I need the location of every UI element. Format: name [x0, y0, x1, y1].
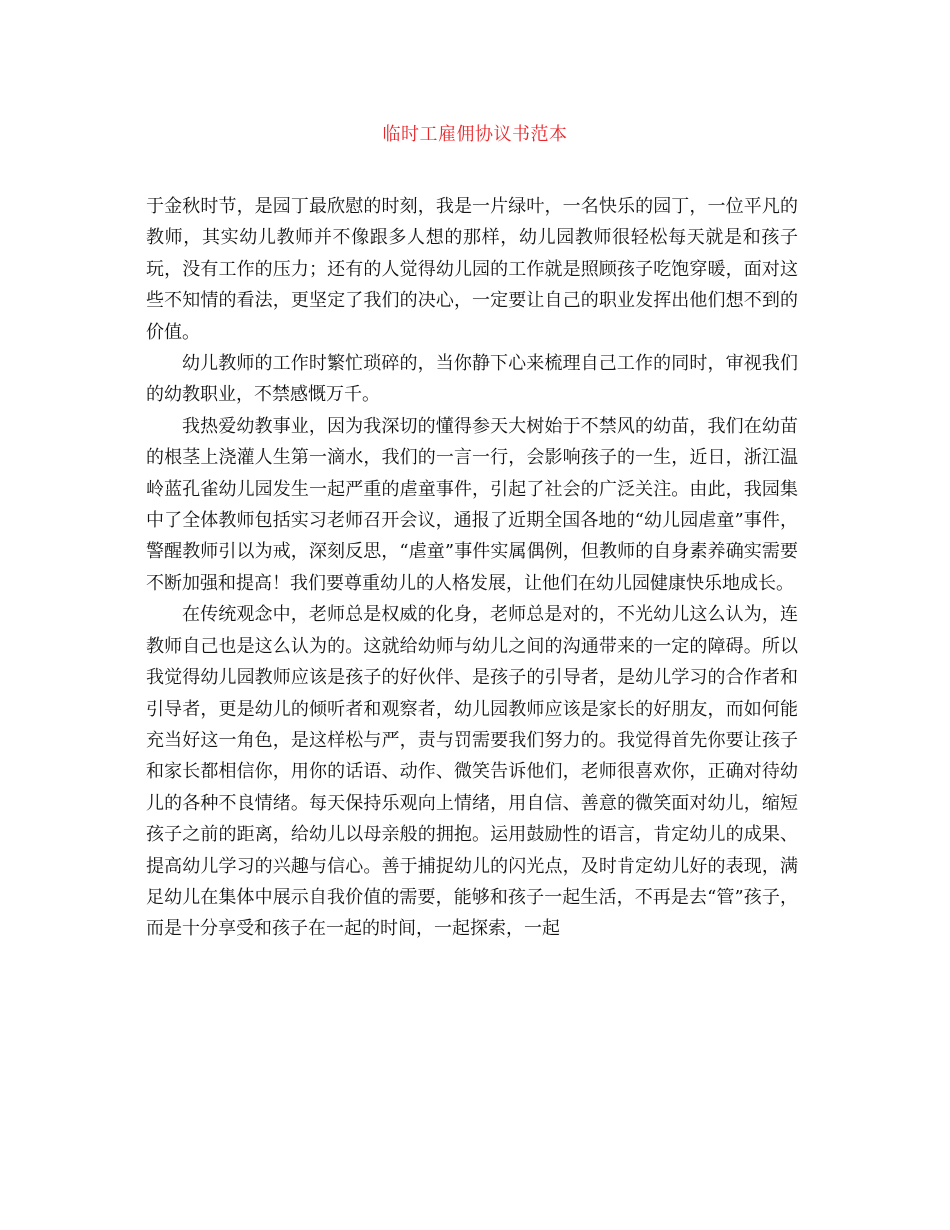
paragraph-4: 在传统观念中，老师总是权威的化身，老师总是对的，不光幼儿这么认为，连教师自己也是这么认为的。这就给幼师与幼儿之间的沟通带来的一定的障碍。所以我觉得幼儿园教师应该是孩子的好伙伴、是孩子的引导者，是幼儿学习的合作者和引导者，更是幼儿的倾听者和观察者，幼儿园教师应该是家长的好朋友，而如何能充当好这一角色，是这样松与严，责与罚需要我们努力的。我觉得首先你要让孩子和家长都相信你，用你的话语、动作、微笑告诉他们，老师很喜欢你，正确对待幼儿的各种不良情绪。每天保持乐观向上情绪，用自信、善意的微笑面对幼儿，缩短孩子之前的距离，给幼儿以母亲般的拥抱。运用鼓励性的语言，肯定幼儿的成果、提高幼儿学习的兴趣与信心。善于捕捉幼儿的闪光点，及时肯定幼儿好的表现，满足幼儿在集体中展示自我价值的需要，能够和孩子一起生活，不再是去“管”孩子，而是十分享受和孩子在一起的时间，一起探索，一起 [146, 604, 798, 940]
paragraph-3: 我热爱幼教事业，因为我深切的懂得参天大树始于不禁风的幼苗，我们在幼苗的根茎上浇灌人生第一滴水，我们的一言一行，会影响孩子的一生，近日，浙江温岭蓝孔雀幼儿园发生一起严重的虐童事件，引起了社会的广泛关注。由此，我园集中了全体教师包括实习老师召开会议，通报了近期全国各地的“幼儿园虐童”事件，警醒教师引以为戒，深刻反思，“虐童”事件实属偶例，但教师的自身素养确实需要不断加强和提高！我们要尊重幼儿的人格发展，让他们在幼儿园健康快乐地成长。 [146, 415, 798, 594]
document-title: 临时工雇佣协议书范本 [382, 124, 568, 145]
paragraph-1: 于金秋时节，是园丁最欣慰的时刻，我是一片绿叶，一名快乐的园丁，一位平凡的教师，其实幼儿教师并不像跟多人想的那样，幼儿园教师很轻松每天就是和孩子玩，没有工作的压力；还有的人觉得幼儿园的工作就是照顾孩子吃饱穿暖，面对这些不知情的看法，更坚定了我们的决心，一定要让自己的职业发挥出他们想不到的价值。 [146, 196, 798, 343]
paragraph-2: 幼儿教师的工作时繁忙琐碎的，当你静下心来梳理自己工作的同时，审视我们的幼教职业，不禁感慨万千。 [146, 353, 798, 406]
document-body [146, 191, 798, 945]
